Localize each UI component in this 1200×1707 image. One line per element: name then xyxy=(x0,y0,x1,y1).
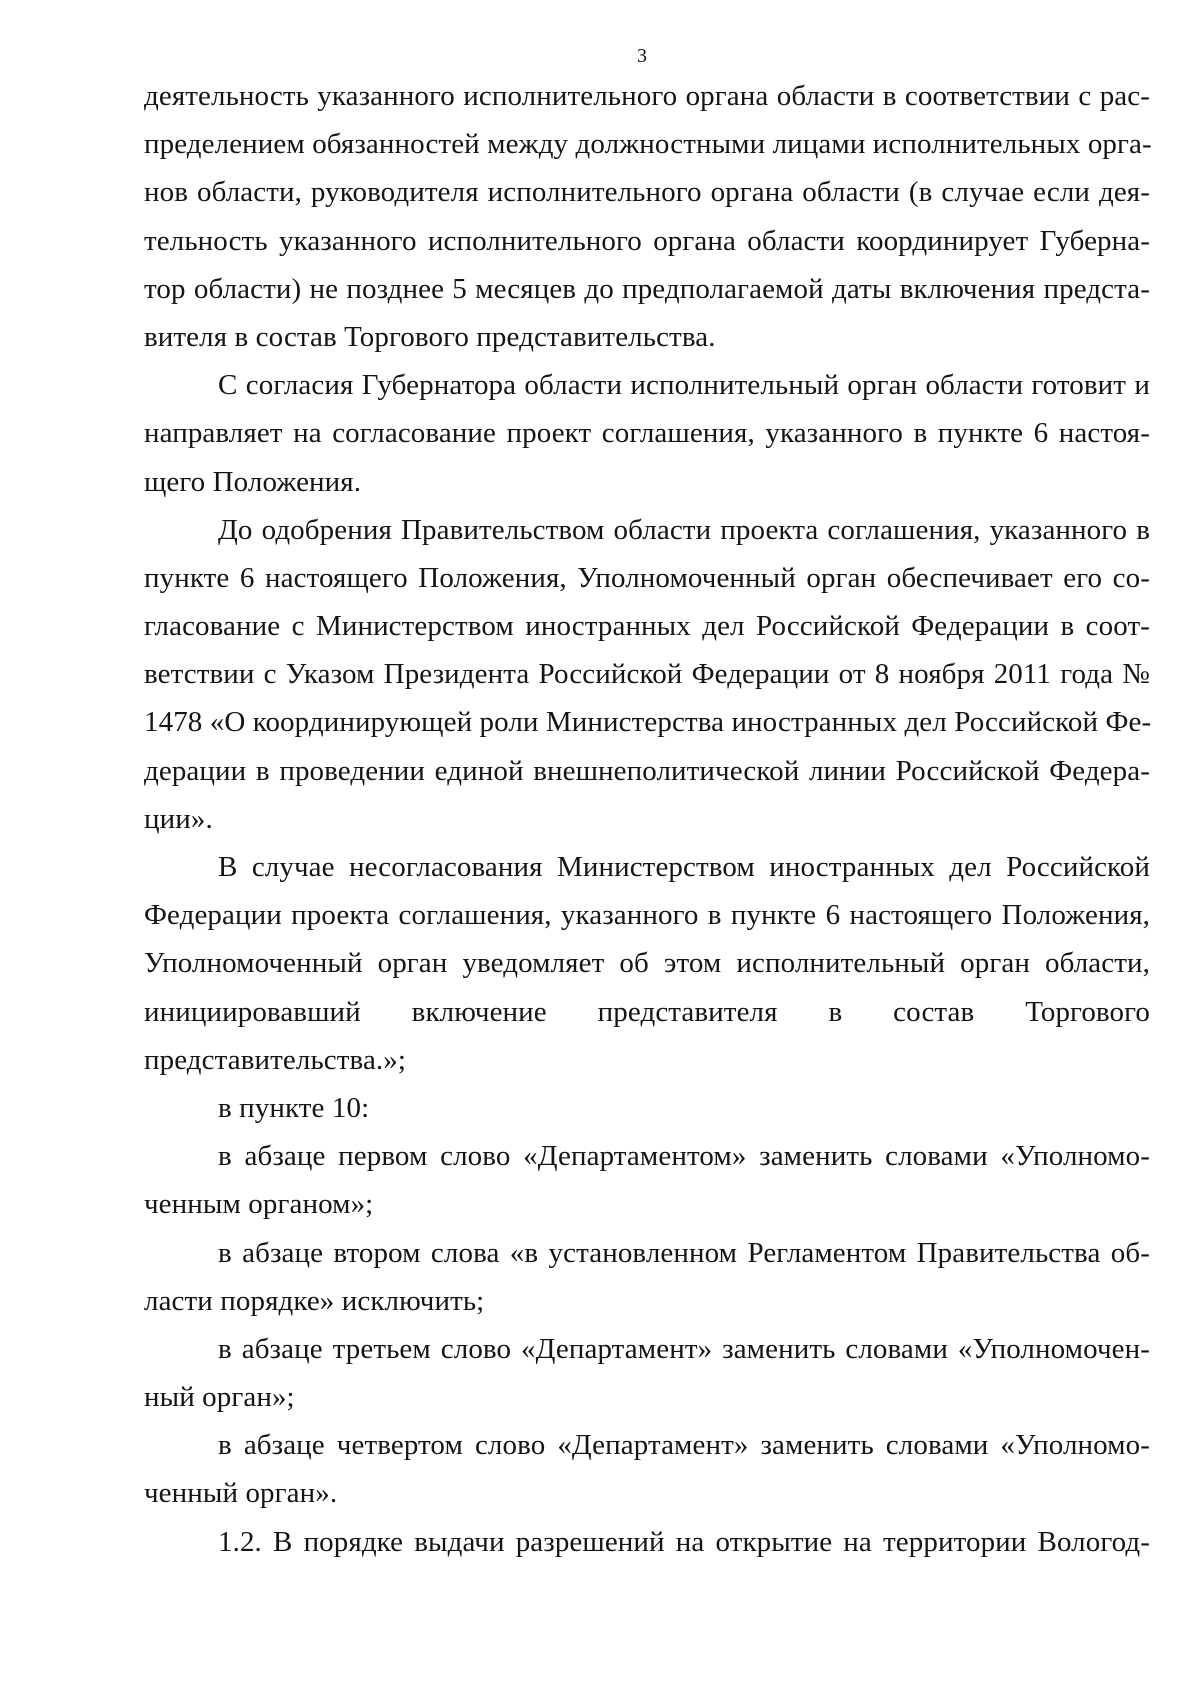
text-line: в абзаце втором слова «в установленном Регламентом Правительства об- xyxy=(218,1236,1150,1269)
text-line: представительства.»; xyxy=(144,1043,407,1076)
text-line: направляет на согласование проект соглашения, указанного в пункте 6 настоя- xyxy=(144,417,1150,450)
text-line: в пункте 10: xyxy=(218,1091,370,1124)
text-line: инициировавший включение представителя в состав Торгового xyxy=(144,995,1150,1028)
page-number: 3 xyxy=(637,45,647,67)
text-line: ченный орган». xyxy=(144,1477,338,1510)
text-line: ции». xyxy=(144,802,213,835)
text-line: пункте 6 настоящего Положения, Уполномоченный орган обеспечивает его со- xyxy=(144,561,1150,594)
text-line: пределением обязанностей между должностными лицами исполнительных орга- xyxy=(144,128,1152,161)
text-line: дерации в проведении единой внешнеполитической линии Российской Федера- xyxy=(144,754,1150,787)
text-line: ченным органом»; xyxy=(144,1188,374,1221)
text-line: нов области, руководителя исполнительного органа области (в случае если дея- xyxy=(144,176,1150,209)
text-line: До одобрения Правительством области проекта соглашения, указанного в xyxy=(218,513,1150,546)
text-line: ветствии с Указом Президента Российской Федерации от 8 ноября 2011 года № xyxy=(144,658,1150,691)
text-line: 1.2. В порядке выдачи разрешений на открытие на территории Вологод- xyxy=(218,1525,1150,1558)
text-line: Федерации проекта соглашения, указанного в пункте 6 настоящего Положения, xyxy=(144,899,1150,932)
text-line: В случае несогласования Министерством иностранных дел Российской xyxy=(218,851,1150,883)
text-line: ласти порядке» исключить; xyxy=(144,1284,485,1317)
text-line: 1478 «О координирующей роли Министерства иностранных дел Российской Фе- xyxy=(144,706,1152,739)
text-line: ный орган»; xyxy=(144,1381,295,1414)
text-line: тельность указанного исполнительного органа области координирует Губерна- xyxy=(144,224,1150,257)
text-line: в абзаце четвертом слово «Департамент» заменить словами «Уполномо- xyxy=(218,1429,1150,1462)
text-line: в абзаце первом слово «Департаментом» заменить словами «Уполномо- xyxy=(218,1140,1150,1173)
text-line: в абзаце третьем слово «Департамент» заменить словами «Уполномочен- xyxy=(218,1332,1150,1365)
text-line: тор области) не позднее 5 месяцев до предполагаемой даты включения предста- xyxy=(144,272,1150,305)
text-line: Уполномоченный орган уведомляет об этом исполнительный орган области, xyxy=(144,947,1150,980)
text-line: щего Положения. xyxy=(144,465,362,498)
document-body xyxy=(144,72,1150,1566)
text-line: деятельность указанного исполнительного органа области в соответствии с рас- xyxy=(144,80,1150,112)
text-line: С согласия Губернатора области исполнительный орган области готовит и xyxy=(218,369,1150,402)
text-line: гласование с Министерством иностранных дел Российской Федерации в соот- xyxy=(144,610,1150,643)
text-line: вителя в состав Торгового представительства. xyxy=(144,320,716,353)
